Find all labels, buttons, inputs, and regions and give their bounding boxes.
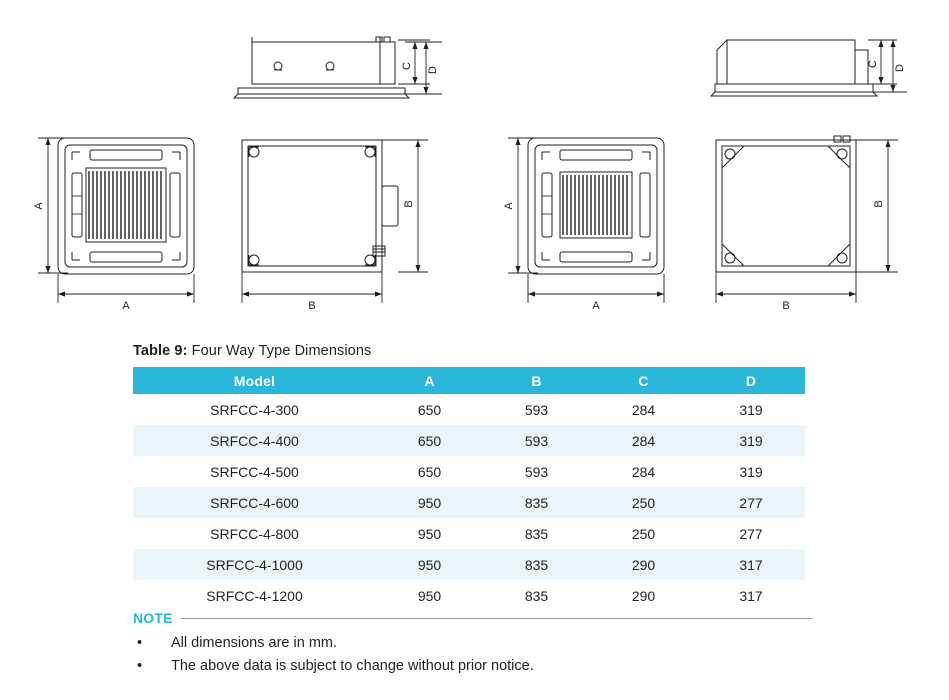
- table-caption-label: Table 9:: [133, 343, 188, 359]
- cell-model: SRFCC-4-1000: [206, 556, 303, 573]
- cell-d: 319: [739, 401, 763, 418]
- note-list: [133, 632, 813, 678]
- cell-model: SRFCC-4-400: [210, 432, 299, 449]
- cell-d: 317: [739, 587, 763, 604]
- dimension-label-b-horizontal: B: [782, 300, 790, 312]
- dimension-label-a-horizontal: A: [592, 300, 600, 312]
- column-header-d: D: [697, 367, 805, 394]
- left-side-view-drawing: [230, 28, 445, 113]
- dimension-label-b-vertical: B: [403, 200, 415, 208]
- dimensions-table: [133, 367, 805, 611]
- cell-d: 319: [739, 463, 763, 480]
- table-row: [133, 456, 805, 487]
- dimension-label-b-horizontal: B: [308, 300, 316, 312]
- table-caption: [133, 343, 813, 359]
- table-row: [133, 487, 805, 518]
- cell-b: 835: [524, 525, 549, 542]
- column-header-b: B: [483, 367, 590, 394]
- dimension-label-a-horizontal: A: [122, 300, 130, 312]
- cell-b: 593: [524, 401, 549, 418]
- cell-b: 835: [524, 556, 549, 573]
- cell-model: SRFCC-4-500: [210, 463, 299, 480]
- cell-c: 290: [631, 587, 656, 604]
- cell-a: 650: [417, 432, 442, 449]
- cell-model: SRFCC-4-300: [210, 401, 299, 418]
- dimension-label-c: C: [401, 62, 413, 70]
- cell-d: 277: [739, 525, 763, 542]
- dimension-label-d: D: [894, 64, 906, 72]
- column-header-c: C: [590, 367, 697, 394]
- table-caption-text: Four Way Type Dimensions: [191, 343, 372, 359]
- dimension-label-b-vertical: B: [873, 200, 885, 208]
- chassis-top-view-drawing-right: [706, 128, 911, 313]
- cell-a: 650: [417, 463, 442, 480]
- cell-b: 835: [524, 587, 549, 604]
- cell-d: 277: [739, 494, 763, 511]
- table-row: [133, 549, 805, 580]
- column-header-a: A: [376, 367, 483, 394]
- cell-c: 250: [631, 494, 656, 511]
- cell-d: 317: [739, 556, 763, 573]
- dimension-label-a-vertical: A: [33, 202, 45, 210]
- cell-a: 650: [417, 401, 442, 418]
- dimension-drawings: [0, 0, 949, 325]
- table-row: [133, 580, 805, 611]
- note-section: [133, 610, 813, 678]
- dimension-label-d: D: [427, 66, 439, 74]
- chassis-top-view-drawing-left: [232, 128, 447, 313]
- panel-face-view-drawing-left: [20, 128, 220, 313]
- cell-a: 950: [417, 525, 442, 542]
- note-item: • All dimensions are in mm.: [133, 632, 813, 655]
- cell-model: SRFCC-4-600: [210, 494, 299, 511]
- note-header: [133, 610, 813, 626]
- table-row: [133, 518, 805, 549]
- dimensions-table-block: [133, 343, 813, 611]
- table-row: [133, 394, 805, 425]
- cell-b: 593: [524, 463, 549, 480]
- cell-c: 284: [631, 401, 656, 418]
- cell-c: 284: [631, 463, 656, 480]
- cell-b: 835: [524, 494, 549, 511]
- note-item: • The above data is subject to change without prior notice.: [133, 655, 813, 678]
- cell-c: 284: [631, 432, 656, 449]
- right-side-view-drawing: [705, 28, 910, 113]
- cell-d: 319: [739, 432, 763, 449]
- table-header-row: [133, 367, 805, 394]
- dimension-label-a-vertical: A: [503, 202, 515, 210]
- note-title: NOTE: [133, 610, 173, 626]
- cell-a: 950: [417, 556, 442, 573]
- cell-c: 290: [631, 556, 656, 573]
- table-row: [133, 425, 805, 456]
- cell-model: SRFCC-4-1200: [206, 587, 303, 604]
- column-header-model: Model: [133, 367, 376, 394]
- note-divider: [181, 618, 813, 619]
- cell-b: 593: [524, 432, 549, 449]
- cell-model: SRFCC-4-800: [210, 525, 299, 542]
- panel-face-view-drawing-right: [490, 128, 690, 313]
- cell-a: 950: [417, 494, 442, 511]
- dimension-label-c: C: [867, 60, 879, 68]
- cell-c: 250: [631, 525, 656, 542]
- cell-a: 950: [417, 587, 442, 604]
